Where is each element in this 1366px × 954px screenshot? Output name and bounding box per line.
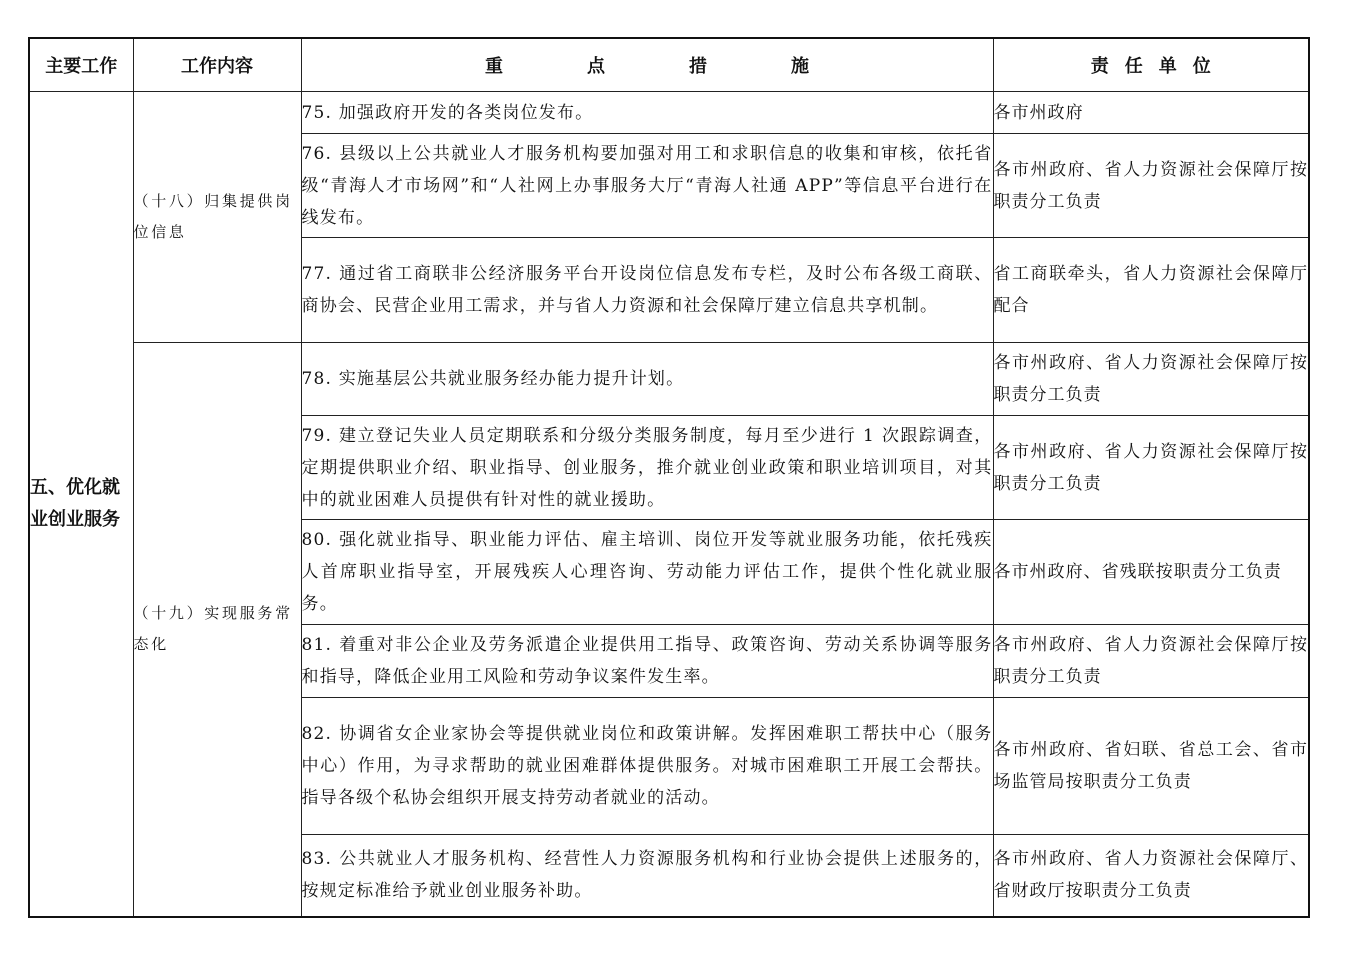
measure-cell: 76. 县级以上公共就业人才服务机构要加强对用工和求职信息的收集和审核，依托省级“青海人才市场网”和“人社网上办事服务大厅“青海人社通 APP”等信息平台进行在线发布。	[301, 134, 993, 238]
measure-cell: 83. 公共就业人才服务机构、经营性人力资源服务机构和行业协会提供上述服务的，按规定标准给予就业创业服务补助。	[301, 835, 993, 917]
table-header-row	[29, 38, 1309, 92]
header-unit-char: 单	[1158, 56, 1177, 77]
header-measures-char: 点	[587, 56, 605, 77]
measure-cell: 78. 实施基层公共就业服务经办能力提升计划。	[301, 343, 993, 416]
unit-cell: 各市州政府、省人力资源社会保障厅按职责分工负责	[993, 343, 1309, 416]
main-work-cell: 五、优化就业创业服务	[29, 92, 133, 917]
measure-cell: 75. 加强政府开发的各类岗位发布。	[301, 92, 993, 134]
table-row	[29, 343, 1309, 416]
header-measures	[301, 38, 993, 92]
header-unit-char: 责	[1090, 56, 1109, 77]
measure-cell: 79. 建立登记失业人员定期联系和分级分类服务制度，每月至少进行 1 次跟踪调查，定期提供职业介绍、职业指导、创业服务，推介就业创业政策和职业培训项目，对其中的就业困难人员提供有针对性的就业援助。	[301, 416, 993, 520]
header-main-work: 主要工作	[29, 38, 133, 92]
header-responsible-unit	[993, 38, 1309, 92]
content-cell: （十八）归集提供岗位信息	[133, 92, 301, 343]
unit-cell: 各市州政府、省人力资源社会保障厅、省财政厅按职责分工负责	[993, 835, 1309, 917]
header-measures-char: 措	[689, 56, 707, 77]
header-unit-char: 任	[1124, 56, 1143, 77]
task-table	[28, 37, 1310, 918]
measure-cell: 81. 着重对非公企业及劳务派遣企业提供用工指导、政策咨询、劳动关系协调等服务和指导，降低企业用工风险和劳动争议案件发生率。	[301, 625, 993, 698]
header-measures-char: 施	[791, 56, 809, 77]
table-row	[29, 92, 1309, 134]
unit-cell: 各市州政府、省人力资源社会保障厅按职责分工负责	[993, 625, 1309, 698]
unit-cell: 各市州政府	[993, 92, 1309, 134]
header-content: 工作内容	[133, 38, 301, 92]
measure-cell: 80. 强化就业指导、职业能力评估、雇主培训、岗位开发等就业服务功能，依托残疾人首席职业指导室，开展残疾人心理咨询、劳动能力评估工作，提供个性化就业服务。	[301, 520, 993, 625]
header-unit-char: 位	[1192, 56, 1211, 77]
unit-cell: 省工商联牵头，省人力资源社会保障厅配合	[993, 238, 1309, 343]
unit-cell: 各市州政府、省残联按职责分工负责	[993, 520, 1309, 625]
measure-cell: 82. 协调省女企业家协会等提供就业岗位和政策讲解。发挥困难职工帮扶中心（服务中心）作用，为寻求帮助的就业困难群体提供服务。对城市困难职工开展工会帮扶。指导各级个私协会组织开展支持劳动者就业的活动。	[301, 698, 993, 835]
content-cell: （十九）实现服务常态化	[133, 343, 301, 917]
unit-cell: 各市州政府、省人力资源社会保障厅按职责分工负责	[993, 416, 1309, 520]
measure-cell: 77. 通过省工商联非公经济服务平台开设岗位信息发布专栏，及时公布各级工商联、商协会、民营企业用工需求，并与省人力资源和社会保障厅建立信息共享机制。	[301, 238, 993, 343]
header-measures-char: 重	[485, 56, 503, 77]
unit-cell: 各市州政府、省妇联、省总工会、省市场监管局按职责分工负责	[993, 698, 1309, 835]
unit-cell: 各市州政府、省人力资源社会保障厅按职责分工负责	[993, 134, 1309, 238]
